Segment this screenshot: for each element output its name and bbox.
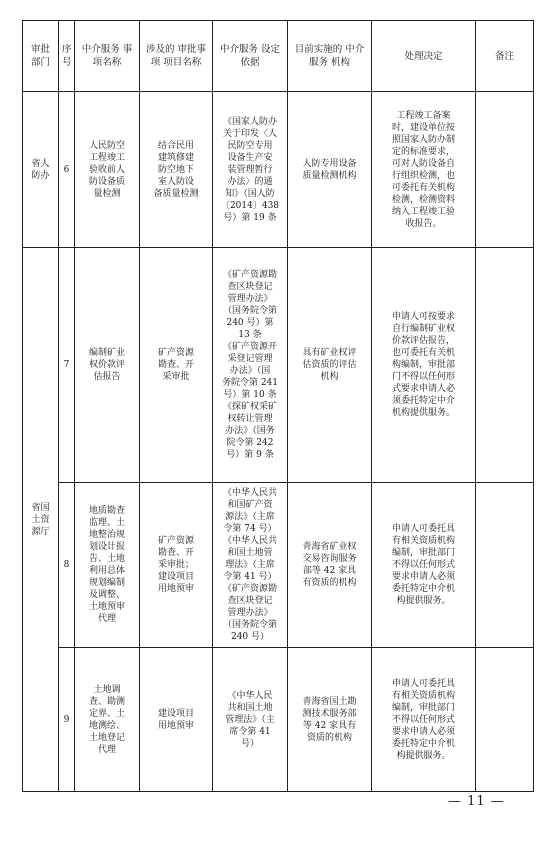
- intermediary-service-table: [22, 20, 534, 792]
- agency-cell: 青海省矿业权 交易咨询服务 部等 42 家具 有资质的机构: [288, 483, 372, 648]
- approval-cell: 结合民用 建筑修建 防空地下 室人防设 备质量检测: [140, 92, 213, 248]
- table-row: [23, 648, 534, 792]
- agency-cell: 具有矿业权评 估资质的评估 机构: [288, 248, 372, 483]
- seq-cell: 7: [59, 248, 75, 483]
- seq-cell: 8: [59, 483, 75, 648]
- table-row: [23, 483, 534, 648]
- header-decision: 处理决定: [372, 21, 476, 92]
- service-cell: 地质勘查 监理、土 地整治规 划设计报 告、土地 利用总体 规划编制 及调整、 土地预审 代理: [75, 483, 140, 648]
- decision-cell: 申请人可委托具 有相关资质机构 编制，审批部门 不得以任何形式 要求申请人必须 委托特定中介机 构提供服务。: [372, 483, 476, 648]
- page-number: — 11 —: [448, 794, 505, 809]
- agency-cell: 人防专用设备 质量检测机构: [288, 92, 372, 248]
- agency-cell: 青海省国土勘 测技术服务部 等 42 家具有 资质的机构: [288, 648, 372, 792]
- dept-cell: 省人 防办: [23, 92, 59, 248]
- header-seq: 序 号: [59, 21, 75, 92]
- basis-cell: 《中华人民 共和国土地 管理法》（主 席令第 41 号）: [213, 648, 288, 792]
- header-service: 中介服务 事项名称: [75, 21, 140, 92]
- header-approval: 涉及的 审批事项 项目名称: [140, 21, 213, 92]
- table-row: [23, 248, 534, 483]
- approval-cell: 矿产资源 勘查、开 采审批: [140, 248, 213, 483]
- seq-cell: 9: [59, 648, 75, 792]
- approval-cell: 矿产资源 勘查、开 采审批； 建设项目 用地预审: [140, 483, 213, 648]
- decision-cell: 申请人可按要求 自行编制矿业权 价款评估报告， 也可委托有关机 构编制，审批部 门不得以任何形 式要求申请人必 须委托特定中介 机构提供服务。: [372, 248, 476, 483]
- remark-cell: [476, 483, 534, 648]
- header-row: [23, 21, 534, 92]
- seq-cell: 6: [59, 92, 75, 248]
- decision-cell: 工程竣工备案 时，建设单位按 照国家人防办制 定的标准要求， 可对人防设备自 行组织检测，也 可委托有关机构 检测，检测资料 纳入工程竣工验 收报告。: [372, 92, 476, 248]
- remark-cell: [476, 648, 534, 792]
- header-remark: 备注: [476, 21, 534, 92]
- service-cell: 人民防空 工程竣工 验收前人 防设备质 量检测: [75, 92, 140, 248]
- service-cell: 土地调 查、勘测 定界、土 地测绘、 土地登记 代理: [75, 648, 140, 792]
- table-row: [23, 92, 534, 248]
- basis-cell: 《中华人民共 和国矿产资 源法》（主席 令第 74 号） 《中华人民共 和国土地管 理法》（主席 令第 41 号） 《矿产资源勘 查区块登记 管理办法》 （国务院令第 240 号）: [213, 483, 288, 648]
- basis-cell: 《矿产资源勘 查区块登记 管理办法》 （国务院令第 240 号）第 13 条 《矿产资源开 采登记管理 办法》（国 务院令第 241 号）第 10 条 《探矿权采矿 权转让管理 办法》（国务 院令第 242 号）第 9 条: [213, 248, 288, 483]
- header-basis: 中介服务 设定依据: [213, 21, 288, 92]
- header-dept: 审批 部门: [23, 21, 59, 92]
- remark-cell: [476, 92, 534, 248]
- basis-cell: 《国家人防办 关于印发〈人 民防空专用 设备生产安 装管理暂行 办法〉的通 知》（国人防 〔2014〕438 号）第 19 条: [213, 92, 288, 248]
- dept-cell: 省国 土资 源厅: [23, 248, 59, 792]
- service-cell: 编制矿业 权价款评 估报告: [75, 248, 140, 483]
- approval-cell: 建设项目 用地预审: [140, 648, 213, 792]
- header-agency: 目前实施的 中介服务 机构: [288, 21, 372, 92]
- decision-cell: 申请人可委托具 有相关资质机构 编制，审批部门 不得以任何形式 要求申请人必须 委托特定中介机 构提供服务。: [372, 648, 476, 792]
- remark-cell: [476, 248, 534, 483]
